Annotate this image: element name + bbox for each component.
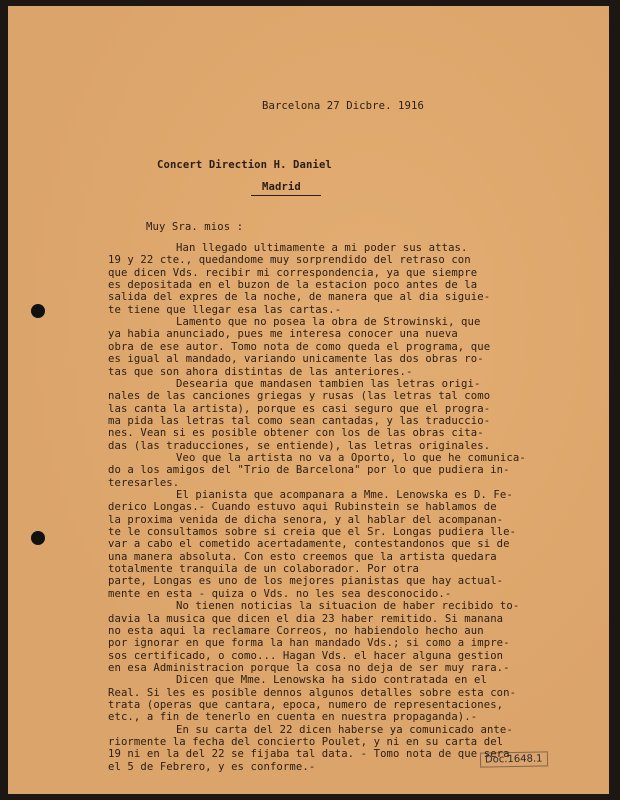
body-line: obra de ese autor. Tomo nota de como queda el programa, que [108, 340, 491, 353]
body-line: No tienen noticias la situacion de haber recibido to- [176, 600, 520, 613]
body-line: trata (operas que cantara, epoca, numero de representaciones, [108, 698, 504, 711]
body-line: salida del expres de la noche, de manera que al dia siguie- [108, 291, 491, 304]
body-line: te tiene que llegar esa las cartas.- [108, 303, 342, 316]
recipient-name: Concert Direction H. Daniel [157, 159, 332, 171]
city-underline [251, 195, 321, 196]
body-line: no esta aqui la reclamare Correos, no habiendolo hecho aun [108, 624, 484, 637]
body-line: Veo que la artista no va a Oporto, lo que he comunica- [176, 451, 526, 464]
body-line: mente en esta - quiza o Vds. no les sea desconocido.- [108, 587, 452, 600]
body-line: 19 ni en la del 22 se fijaba tal data. - Tomo nota de que sera [108, 748, 510, 761]
salutation: Muy Sra. mios : [146, 221, 244, 233]
body-line: En su carta del 22 dicen haberse ya comunicado ante- [176, 723, 513, 736]
body-line: ma pida las letras tal como sean cantadas, y las traduccio- [108, 414, 491, 427]
body-line: nes. Vean si es posible obtener con los de las obras cita- [108, 427, 484, 440]
body-line: una manera absoluta. Con esto creemos que la artista quedara [108, 550, 497, 563]
body-line: que dicen Vds. recibir mi correspondencia, ya que siempre [108, 266, 478, 279]
body-line: Lamento que no posea la obra de Strowinski, que [176, 316, 481, 329]
body-line: sos certificado, o como... Hagan Vds. el hacer alguna gestion [108, 649, 504, 662]
body-line: es depositada en el buzon de la estacion poco antes de la [108, 279, 478, 292]
body-line: totalmente tranquila de un colaborador. Por otra [108, 563, 419, 576]
body-line: etc., a fin de tenerlo en cuenta en nuestra propaganda).- [108, 711, 478, 724]
body-line: teresarles. [108, 476, 180, 489]
body-line: el 5 de Febrero, y es conforme.- [108, 760, 316, 773]
punch-hole-bottom [31, 531, 45, 545]
body-line: ya habia anunciado, pues me interesa conocer una nueva [108, 328, 458, 341]
body-line: 19 y 22 cte., quedandome muy sorprendido del retraso con [108, 254, 471, 267]
body-line: en esa Administracion porque la cosa no deja de ser muy rara.- [108, 661, 510, 674]
body-line: es igual al mandado, variando unicamente las dos obras ro- [108, 353, 484, 366]
body-line: riormente la fecha del concierto Poulet, y ni en su carta del [108, 736, 504, 748]
body-line: do a los amigos del "Trio de Barcelona" por lo que pudiera in- [108, 464, 510, 477]
body-line: El pianista que acompanara a Mme. Lenowska es D. Fe- [176, 489, 513, 501]
archive-stamp: Doc.1648.1 [480, 751, 548, 767]
body-line: tas que son ahora distintas de las anteriores.- [108, 365, 413, 378]
body-line: Desearia que mandasen tambien las letras origi- [176, 377, 481, 390]
body-line: das (las traducciones, se entiende), las letras originales. [108, 439, 491, 452]
body-line: Han llegado ultimamente a mi poder sus attas. [176, 242, 468, 254]
body-line: Dicen que Mme. Lenowska ha sido contratada en el [176, 674, 487, 687]
body-line: Real. Si les es posible dennos algunos detalles sobre esta con- [108, 686, 517, 699]
body-line: parte, Longas es uno de los mejores pianistas que hay actual- [108, 575, 504, 588]
body-line: var a cabo el cometido acertadamente, contestandonos que si de [108, 538, 510, 551]
body-line: derico Longas.- Cuando estuvo aqui Rubinstein se hablamos de [108, 501, 497, 514]
place-date: Barcelona 27 Dicbre. 1916 [262, 100, 424, 112]
body-line: la proxima venida de dicha senora, y al hablar del acompanan- [108, 513, 504, 526]
body-line: te le consultamos sobre si creia que el Sr. Longas pudiera lle- [108, 526, 517, 539]
punch-hole-top [31, 304, 45, 318]
body-line: las canta la artista), porque es casi seguro que el progra- [108, 402, 491, 415]
recipient-city: Madrid [262, 181, 301, 193]
body-line: nales de las canciones griegas y rusas (las letras tal como [108, 390, 491, 403]
body-line: davia la musica que dicen el dia 23 haber remitido. Si manana [108, 612, 504, 625]
body-line: por ignorar en que forma la han mandado Vds.; si como a impre- [108, 637, 510, 650]
